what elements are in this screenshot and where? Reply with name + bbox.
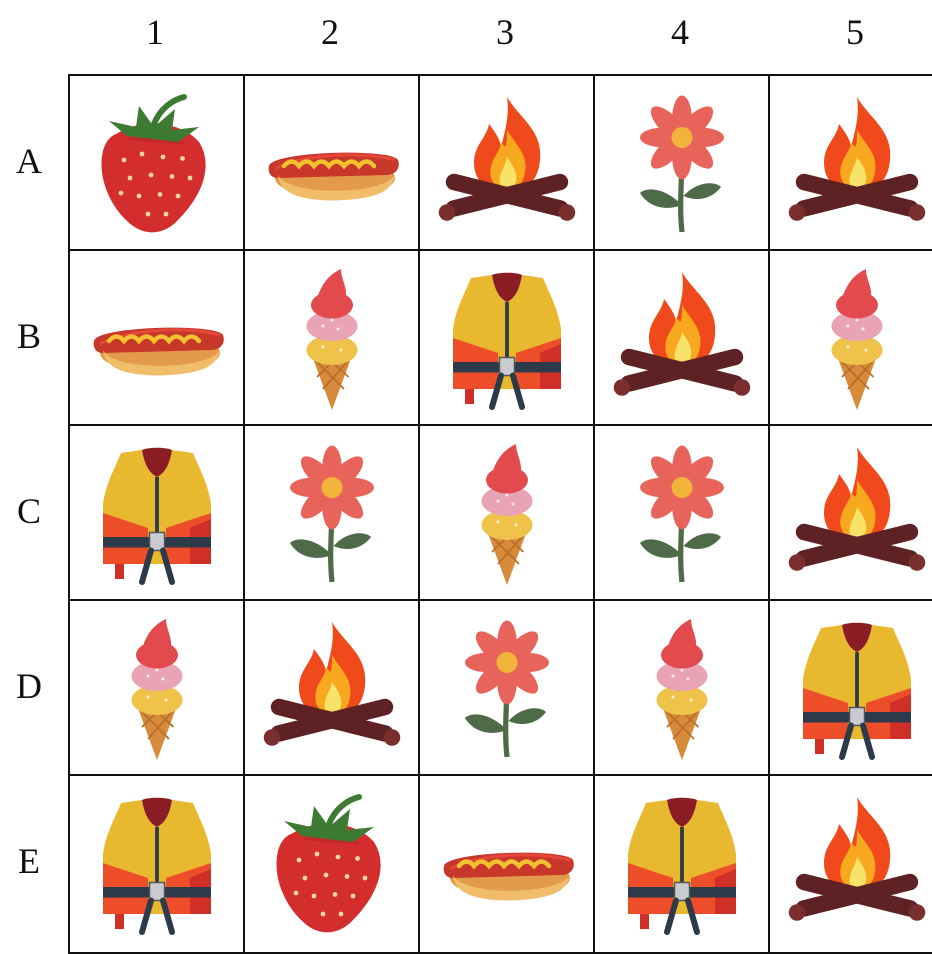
hotdog-icon (82, 263, 232, 413)
life-vest-icon (432, 263, 582, 413)
flower-icon (607, 438, 757, 588)
grid-cell-d3[interactable] (420, 601, 594, 775)
grid-line-vertical (418, 76, 420, 952)
life-vest-icon (782, 613, 932, 763)
grid-cell-a2[interactable] (245, 76, 419, 250)
column-label-2: 2 (321, 12, 339, 52)
column-label-4: 4 (671, 12, 689, 52)
row-label-e: E (18, 841, 40, 881)
column-label-5: 5 (846, 12, 864, 52)
grid-cell-a3[interactable] (420, 76, 594, 250)
game-grid (68, 74, 932, 954)
grid-line-vertical (768, 76, 770, 952)
campfire-icon (257, 613, 407, 763)
strawberry-icon (82, 88, 232, 238)
grid-cell-b5[interactable] (770, 251, 932, 425)
grid-line-horizontal (70, 424, 932, 426)
grid-line-horizontal (70, 249, 932, 251)
row-label-d: D (16, 666, 42, 706)
ice-cream-icon (607, 613, 757, 763)
row-label-c: C (16, 491, 41, 531)
row-label-b: B (16, 316, 41, 356)
grid-cell-c3[interactable] (420, 426, 594, 600)
column-label-3: 3 (496, 12, 514, 52)
campfire-icon (782, 788, 932, 938)
grid-cell-d2[interactable] (245, 601, 419, 775)
grid-cell-a4[interactable] (595, 76, 769, 250)
campfire-icon (782, 88, 932, 238)
grid-cell-e4[interactable] (595, 776, 769, 950)
campfire-icon (607, 263, 757, 413)
life-vest-icon (82, 438, 232, 588)
row-label-a: A (16, 141, 42, 181)
grid-cell-e1[interactable] (70, 776, 244, 950)
grid-line-horizontal (70, 774, 932, 776)
grid-cell-b2[interactable] (245, 251, 419, 425)
hotdog-icon (257, 88, 407, 238)
grid-line-vertical (593, 76, 595, 952)
campfire-icon (432, 88, 582, 238)
grid-cell-d4[interactable] (595, 601, 769, 775)
campfire-icon (782, 438, 932, 588)
flower-icon (432, 613, 582, 763)
ice-cream-icon (782, 263, 932, 413)
life-vest-icon (607, 788, 757, 938)
grid-cell-a5[interactable] (770, 76, 932, 250)
grid-cell-d1[interactable] (70, 601, 244, 775)
grid-cell-e3[interactable] (420, 776, 594, 950)
grid-cell-b4[interactable] (595, 251, 769, 425)
grid-cell-c5[interactable] (770, 426, 932, 600)
grid-line-vertical (243, 76, 245, 952)
ice-cream-icon (432, 438, 582, 588)
grid-cell-d5[interactable] (770, 601, 932, 775)
grid-cell-c4[interactable] (595, 426, 769, 600)
grid-cell-e5[interactable] (770, 776, 932, 950)
column-label-1: 1 (146, 12, 164, 52)
flower-icon (607, 88, 757, 238)
grid-line-horizontal (70, 599, 932, 601)
hotdog-icon (432, 788, 582, 938)
grid-cell-c2[interactable] (245, 426, 419, 600)
grid-cell-c1[interactable] (70, 426, 244, 600)
flower-icon (257, 438, 407, 588)
life-vest-icon (82, 788, 232, 938)
strawberry-icon (257, 788, 407, 938)
grid-cell-b3[interactable] (420, 251, 594, 425)
grid-cell-b1[interactable] (70, 251, 244, 425)
grid-cell-e2[interactable] (245, 776, 419, 950)
ice-cream-icon (82, 613, 232, 763)
ice-cream-icon (257, 263, 407, 413)
grid-cell-a1[interactable] (70, 76, 244, 250)
